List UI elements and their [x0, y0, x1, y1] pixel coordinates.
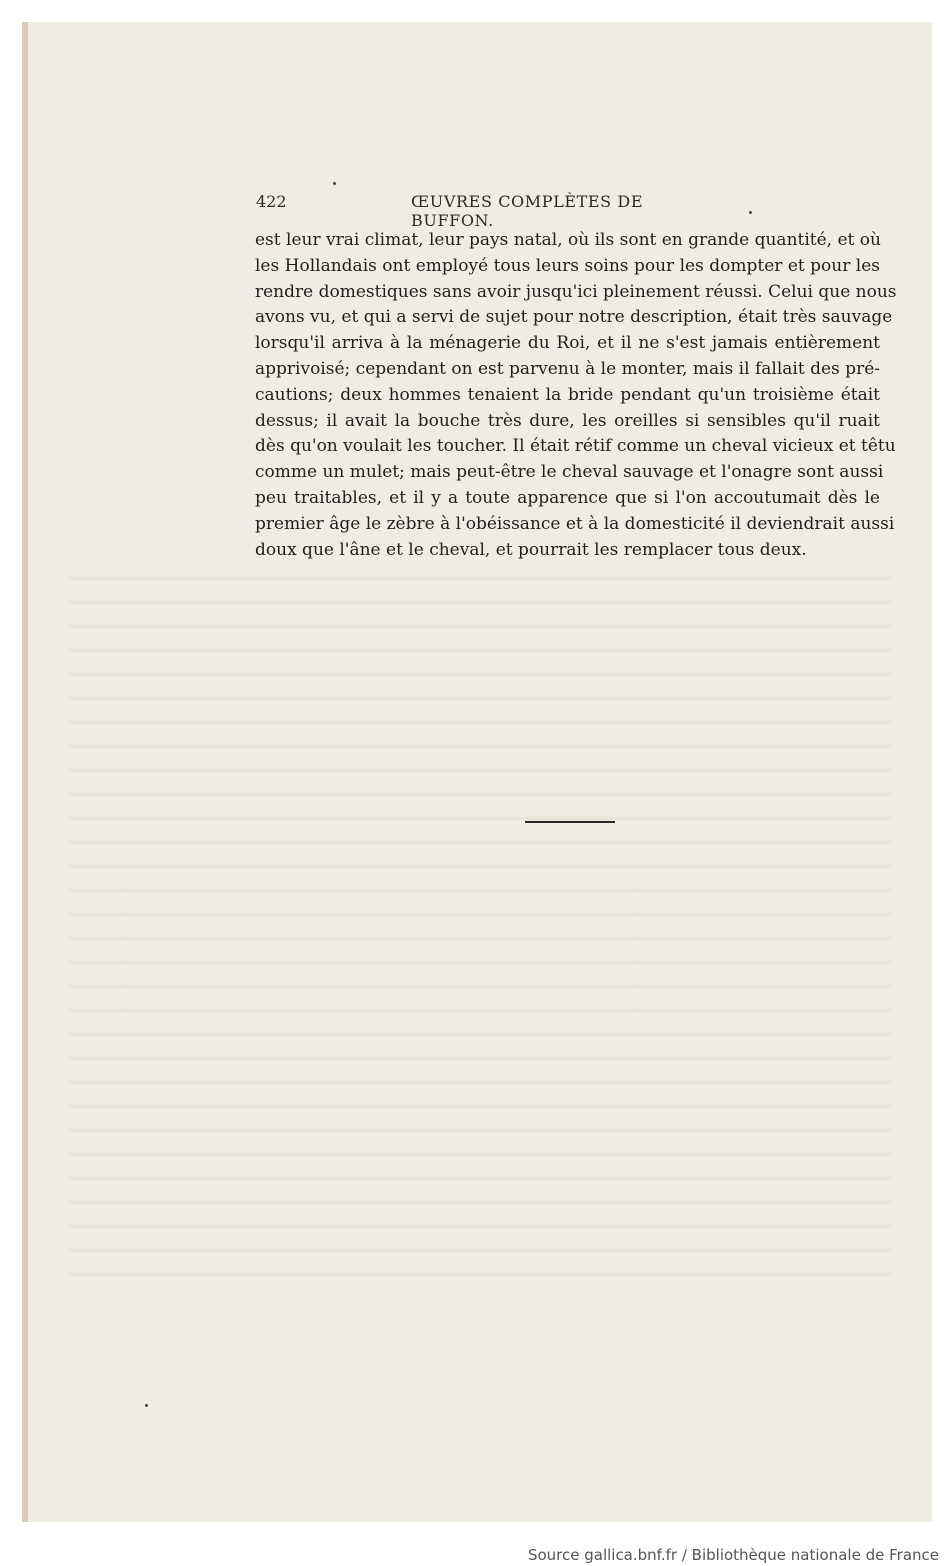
- page-number: 422: [256, 192, 287, 211]
- source-credit: Source gallica.bnf.fr / Bibliothèque nationale de France: [527, 1546, 939, 1564]
- page-header: [256, 190, 726, 230]
- text-line: peu traitables, et il y a toute apparence que si l'on accoutumait dès le: [255, 487, 880, 508]
- text-line: doux que l'âne et le cheval, et pourrait les remplacer tous deux.: [255, 539, 807, 560]
- ink-speck: [145, 1404, 148, 1407]
- text-line: comme un mulet; mais peut-être le cheval sauvage et l'onagre sont aussi: [255, 462, 884, 483]
- text-line: avons vu, et qui a servi de sujet pour notre description, était très sauvage: [255, 307, 893, 328]
- text-line: lorsqu'il arriva à la ménagerie du Roi, et il ne s'est jamais entièrement: [255, 333, 880, 354]
- text-line: les Hollandais ont employé tous leurs soins pour les dompter et pour les: [255, 255, 880, 276]
- text-line: premier âge le zèbre à l'obéissance et à la domesticité il deviendrait aussi: [255, 513, 895, 534]
- section-divider: [525, 821, 615, 823]
- show-through-text: [68, 562, 892, 1292]
- text-line: dessus; il avait la bouche très dure, les oreilles si sensibles qu'il ruait: [255, 410, 880, 431]
- text-line: apprivoisé; cependant on est parvenu à le monter, mais il fallait des pré-: [255, 358, 880, 379]
- text-line: dès qu'on voulait les toucher. Il était rétif comme un cheval vicieux et têtu: [255, 436, 896, 457]
- text-line: rendre domestiques sans avoir jusqu'ici pleinement réussi. Celui que nous: [255, 281, 897, 302]
- text-line: est leur vrai climat, leur pays natal, où ils sont en grande quantité, et où: [255, 230, 881, 250]
- body-text: [255, 228, 897, 563]
- ink-speck: [749, 211, 752, 214]
- running-title: ŒUVRES COMPLÈTES DE BUFFON.: [411, 192, 644, 230]
- text-line: cautions; deux hommes tenaient la bride pendant qu'un troisième était: [255, 384, 880, 405]
- ink-speck: [333, 182, 336, 185]
